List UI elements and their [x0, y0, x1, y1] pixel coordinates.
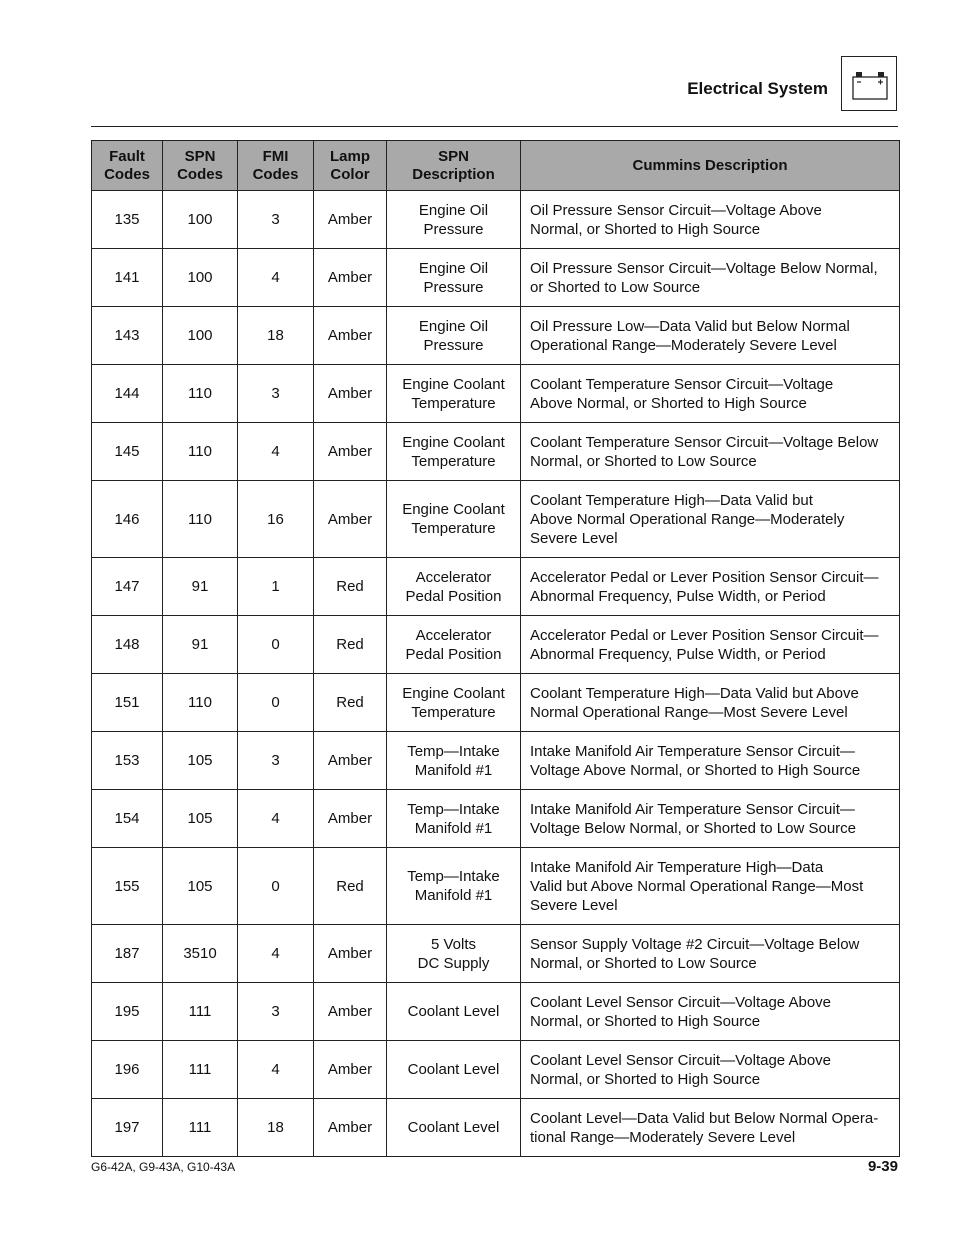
description-line: Engine Oil [418, 317, 489, 335]
cummins-description-cell [521, 249, 900, 307]
fault-code-cell: 135 [92, 191, 163, 249]
lamp-color-cell: Amber [314, 925, 387, 983]
fmi-code-cell: 4 [238, 249, 314, 307]
section-title: Electrical System [687, 79, 828, 98]
cummins-description-cell [521, 616, 900, 674]
spn-code-cell: 100 [163, 191, 238, 249]
fmi-code-cell: 18 [238, 307, 314, 365]
lamp-color-cell: Amber [314, 983, 387, 1041]
cummins-description-cell [521, 925, 900, 983]
spn-code-cell: 91 [163, 558, 238, 616]
table-row [92, 732, 900, 790]
cummins-description-cell [521, 983, 900, 1041]
fault-code-table [91, 140, 900, 1157]
spn-description-cell [387, 307, 521, 365]
spn-description-cell [387, 481, 521, 558]
lamp-color-cell: Amber [314, 307, 387, 365]
header-label-line: SPN [184, 147, 216, 165]
lamp-color-cell: Red [314, 848, 387, 925]
fault-code-cell: 153 [92, 732, 163, 790]
description-line: Accelerator [415, 568, 492, 586]
spn-description-cell [387, 674, 521, 732]
spn-code-cell: 100 [163, 249, 238, 307]
description-line: Engine Coolant [402, 375, 505, 393]
fmi-code-cell: 16 [238, 481, 314, 558]
cummins-description-cell [521, 732, 900, 790]
table-row [92, 674, 900, 732]
description-line: Intake Manifold Air Temperature Sensor Circuit— [530, 800, 855, 818]
description-line: Valid but Above Normal Operational Range—Most [530, 877, 864, 895]
fmi-code-cell: 4 [238, 790, 314, 848]
fault-code-cell: 145 [92, 423, 163, 481]
cummins-description-cell [521, 558, 900, 616]
description-line: Engine Oil [418, 259, 489, 277]
description-line: Above Normal Operational Range—Moderately [530, 510, 845, 528]
fault-code-cell: 187 [92, 925, 163, 983]
description-line: Operational Range—Moderately Severe Level [530, 336, 837, 354]
fmi-code-cell: 4 [238, 925, 314, 983]
header-spn-description [387, 141, 521, 191]
description-line: Temperature [411, 520, 496, 537]
description-line: Normal Operational Range—Most Severe Level [530, 703, 848, 721]
spn-description-cell [387, 191, 521, 249]
fault-code-cell: 155 [92, 848, 163, 925]
description-line: Temp—Intake [407, 868, 500, 885]
description-line: Voltage Above Normal, or Shorted to High Source [530, 761, 861, 779]
description-line: Intake Manifold Air Temperature Sensor Circuit— [530, 742, 855, 760]
description-line: Severe Level [530, 896, 618, 914]
description-line: Abnormal Frequency, Pulse Width, or Period [530, 645, 826, 663]
description-line: Coolant Temperature High—Data Valid but [530, 491, 813, 509]
lamp-color-cell: Amber [314, 423, 387, 481]
lamp-color-cell: Amber [314, 1099, 387, 1157]
header-label-line: Codes [104, 165, 150, 183]
spn-code-cell: 105 [163, 732, 238, 790]
table-row [92, 249, 900, 307]
header-label-line: Description [412, 165, 495, 183]
header-label-line: Color [330, 165, 370, 183]
spn-description-cell [387, 925, 521, 983]
spn-code-cell: 105 [163, 790, 238, 848]
spn-description-cell [387, 423, 521, 481]
spn-description-cell [387, 1041, 521, 1099]
spn-description-cell [387, 558, 521, 616]
spn-description-cell [387, 616, 521, 674]
spn-code-cell: 111 [163, 1099, 238, 1157]
description-line: Coolant Temperature Sensor Circuit—Voltage [530, 375, 834, 393]
description-line: Coolant Level [407, 1119, 500, 1136]
fault-code-cell: 154 [92, 790, 163, 848]
table-body [92, 191, 900, 1157]
spn-code-cell: 105 [163, 848, 238, 925]
spn-code-cell: 110 [163, 365, 238, 423]
lamp-color-cell: Amber [314, 249, 387, 307]
description-line: Voltage Below Normal, or Shorted to Low Source [530, 819, 857, 837]
description-line: Accelerator [415, 626, 492, 644]
description-line: Normal, or Shorted to High Source [530, 220, 761, 238]
description-line: Accelerator Pedal or Lever Position Sensor Circuit— [530, 626, 879, 644]
table-row [92, 848, 900, 925]
description-line: Manifold #1 [414, 887, 493, 904]
spn-description-cell [387, 848, 521, 925]
fmi-code-cell: 3 [238, 983, 314, 1041]
description-line: Temperature [411, 394, 496, 412]
spn-description-cell [387, 365, 521, 423]
description-line: Temp—Intake [407, 800, 500, 818]
cummins-description-cell [521, 481, 900, 558]
description-line: Temp—Intake [407, 742, 500, 760]
spn-code-cell: 110 [163, 423, 238, 481]
battery-icon [841, 56, 897, 111]
description-line: Intake Manifold Air Temperature High—Data [530, 858, 824, 876]
fault-code-cell: 143 [92, 307, 163, 365]
spn-description-cell [387, 732, 521, 790]
description-line: Engine Coolant [402, 684, 505, 702]
table-row [92, 790, 900, 848]
fault-code-cell: 147 [92, 558, 163, 616]
header-label-line: SPN [438, 147, 469, 165]
description-line: Oil Pressure Sensor Circuit—Voltage Below Normal, [530, 259, 878, 277]
description-line: Engine Oil [418, 201, 489, 219]
table-row [92, 481, 900, 558]
table-row [92, 1099, 900, 1157]
description-line: Coolant Level [407, 1061, 500, 1078]
description-line: Manifold #1 [414, 819, 493, 837]
description-line: DC Supply [417, 954, 490, 972]
fmi-code-cell: 4 [238, 423, 314, 481]
spn-description-cell [387, 790, 521, 848]
description-line: Temperature [411, 452, 496, 470]
description-line: Coolant Temperature High—Data Valid but Above [530, 684, 859, 702]
fault-code-cell: 144 [92, 365, 163, 423]
header-cummins-description [521, 141, 900, 191]
description-line: Temperature [411, 703, 496, 721]
description-line: Oil Pressure Sensor Circuit—Voltage Above [530, 201, 822, 219]
table-row [92, 1041, 900, 1099]
description-line: Pressure [423, 220, 484, 238]
description-line: Severe Level [530, 529, 618, 547]
description-line: Sensor Supply Voltage #2 Circuit—Voltage Below [530, 935, 860, 953]
fault-code-cell: 197 [92, 1099, 163, 1157]
lamp-color-cell: Amber [314, 1041, 387, 1099]
description-line: Oil Pressure Low—Data Valid but Below Normal [530, 317, 850, 335]
table-row [92, 365, 900, 423]
description-line: Normal, or Shorted to Low Source [530, 954, 757, 972]
fmi-code-cell: 3 [238, 732, 314, 790]
header-fault-codes [92, 141, 163, 191]
cummins-description-cell [521, 674, 900, 732]
description-line: Coolant Level—Data Valid but Below Normal Opera- [530, 1109, 879, 1127]
fault-code-cell: 196 [92, 1041, 163, 1099]
header-lamp-color [314, 141, 387, 191]
lamp-color-cell: Amber [314, 191, 387, 249]
cummins-description-cell [521, 848, 900, 925]
header-label-line: Lamp [329, 147, 370, 165]
spn-description-cell [387, 249, 521, 307]
description-line: Engine Coolant [402, 501, 505, 518]
table-row [92, 558, 900, 616]
spn-code-cell: 91 [163, 616, 238, 674]
cummins-description-cell [521, 1099, 900, 1157]
cummins-description-cell [521, 1041, 900, 1099]
cummins-description-cell [521, 191, 900, 249]
fmi-code-cell: 4 [238, 1041, 314, 1099]
header-label-line: Fault [109, 147, 145, 165]
description-line: Engine Coolant [402, 433, 505, 451]
lamp-color-cell: Amber [314, 365, 387, 423]
cummins-description-cell [521, 307, 900, 365]
description-line: or Shorted to Low Source [530, 278, 701, 296]
description-line: Pressure [423, 278, 484, 296]
description-line: Normal, or Shorted to High Source [530, 1070, 761, 1088]
fmi-code-cell: 1 [238, 558, 314, 616]
header-spn-codes [163, 141, 238, 191]
lamp-color-cell: Red [314, 616, 387, 674]
cummins-description-cell [521, 423, 900, 481]
table-row [92, 191, 900, 249]
description-line: Coolant Level [407, 1003, 500, 1020]
spn-code-cell: 3510 [163, 925, 238, 983]
fmi-code-cell: 3 [238, 365, 314, 423]
fault-code-cell: 151 [92, 674, 163, 732]
table-row [92, 925, 900, 983]
cummins-description-cell [521, 790, 900, 848]
cummins-description-cell [521, 365, 900, 423]
description-line: Abnormal Frequency, Pulse Width, or Period [530, 587, 826, 605]
lamp-color-cell: Amber [314, 481, 387, 558]
table-row [92, 616, 900, 674]
header-label-line: Codes [177, 165, 223, 183]
description-line: Coolant Level Sensor Circuit—Voltage Above [530, 993, 832, 1011]
table-row [92, 983, 900, 1041]
fault-code-cell: 195 [92, 983, 163, 1041]
spn-code-cell: 111 [163, 983, 238, 1041]
spn-code-cell: 110 [163, 674, 238, 732]
description-line: Coolant Level Sensor Circuit—Voltage Above [530, 1051, 832, 1069]
lamp-color-cell: Amber [314, 790, 387, 848]
table-row [92, 307, 900, 365]
description-line: Pressure [423, 336, 484, 354]
description-line: Normal, or Shorted to Low Source [530, 452, 757, 470]
header-label-line: Codes [252, 165, 299, 183]
description-line: Pedal Position [405, 645, 502, 663]
description-line: Above Normal, or Shorted to High Source [530, 394, 807, 412]
footer-models: G6-42A, G9-43A, G10-43A [91, 1160, 236, 1174]
lamp-color-cell: Amber [314, 732, 387, 790]
description-line: Pedal Position [405, 587, 502, 605]
header-fmi-codes [238, 141, 314, 191]
spn-code-cell: 111 [163, 1041, 238, 1099]
fault-code-cell: 146 [92, 481, 163, 558]
description-line: Coolant Temperature Sensor Circuit—Voltage Below [530, 433, 879, 451]
header-rule [91, 126, 898, 127]
fmi-code-cell: 0 [238, 674, 314, 732]
fault-code-cell: 141 [92, 249, 163, 307]
fmi-code-cell: 0 [238, 616, 314, 674]
fault-code-cell: 148 [92, 616, 163, 674]
description-line: Accelerator Pedal or Lever Position Sensor Circuit— [530, 568, 879, 586]
header-label-line: FMI [262, 147, 289, 165]
lamp-color-cell: Red [314, 558, 387, 616]
table-header-row [92, 141, 900, 191]
page-number: 9-39 [867, 1158, 898, 1175]
spn-code-cell: 110 [163, 481, 238, 558]
description-line: 5 Volts [430, 935, 477, 953]
table-row [92, 423, 900, 481]
fmi-code-cell: 18 [238, 1099, 314, 1157]
spn-description-cell [387, 1099, 521, 1157]
fmi-code-cell: 0 [238, 848, 314, 925]
description-line: Normal, or Shorted to High Source [530, 1012, 761, 1030]
lamp-color-cell: Red [314, 674, 387, 732]
header-label-line: Cummins Description [632, 156, 788, 174]
description-line: tional Range—Moderately Severe Level [530, 1128, 796, 1146]
spn-description-cell [387, 983, 521, 1041]
spn-code-cell: 100 [163, 307, 238, 365]
description-line: Manifold #1 [414, 761, 493, 779]
fmi-code-cell: 3 [238, 191, 314, 249]
